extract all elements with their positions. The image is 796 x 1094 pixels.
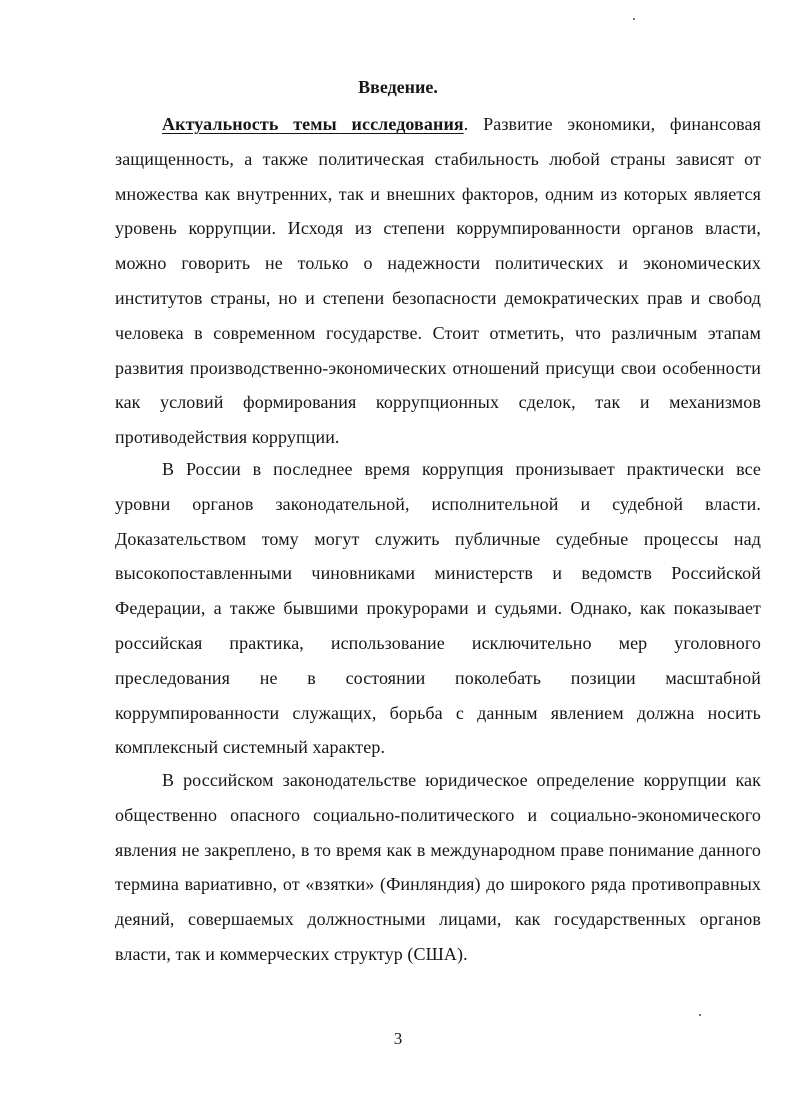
- scan-speck-bottom: [699, 1014, 701, 1016]
- paragraph-legal-definition: В российском законодательстве юридическое определение коррупции как общественно опасного социально-политического и социально-экономического явления не закреплено, в то время как в международном праве понимание данного термина вариативно, от «взятки» (Финляндия) до широкого ряда противоправных деяний, совершаемых должностными лицами, как государственных органов власти, так и коммерческих структур (США).: [115, 770, 761, 964]
- paragraph-lead-phrase: Актуальность темы исследования: [162, 114, 464, 134]
- paragraph-relevance: [115, 107, 761, 455]
- page-number: 3: [393, 1029, 403, 1048]
- section-heading: Введение.: [358, 77, 438, 97]
- paragraph-relevance-text: . Развитие экономики, финансовая защищенность, а также политическая стабильность любой страны зависят от множества как внутренних, так и внешних факторов, одним из которых является уровень коррупции. Исходя из степени коррумпированности органов власти, можно говорить не только о надежности политических и экономических институтов страны, но и степени безопасности демократических прав и свобод человека в современном государстве. Стоит отметить, что различным этапам развития производственно-экономических отношений присущи свои особенности как условий формирования коррупционных сделок, так и механизмов противодействия коррупции.: [115, 114, 762, 448]
- scan-speck-top: [633, 18, 635, 20]
- paragraph-russia-corruption: В России в последнее время коррупция пронизывает практически все уровни органов законодательной, исполнительной и судебной власти. Доказательством тому могут служить публичные судебные процессы над высокопоставленными чиновниками министерств и ведомств Российской Федерации, а также бывшими прокурорами и судьями. Однако, как показывает российская практика, использование исключительно мер уголовного преследования не в состоянии поколебать позиции масштабной коррумпированности служащих, борьба с данным явлением должна носить комплексный системный характер.: [115, 459, 761, 758]
